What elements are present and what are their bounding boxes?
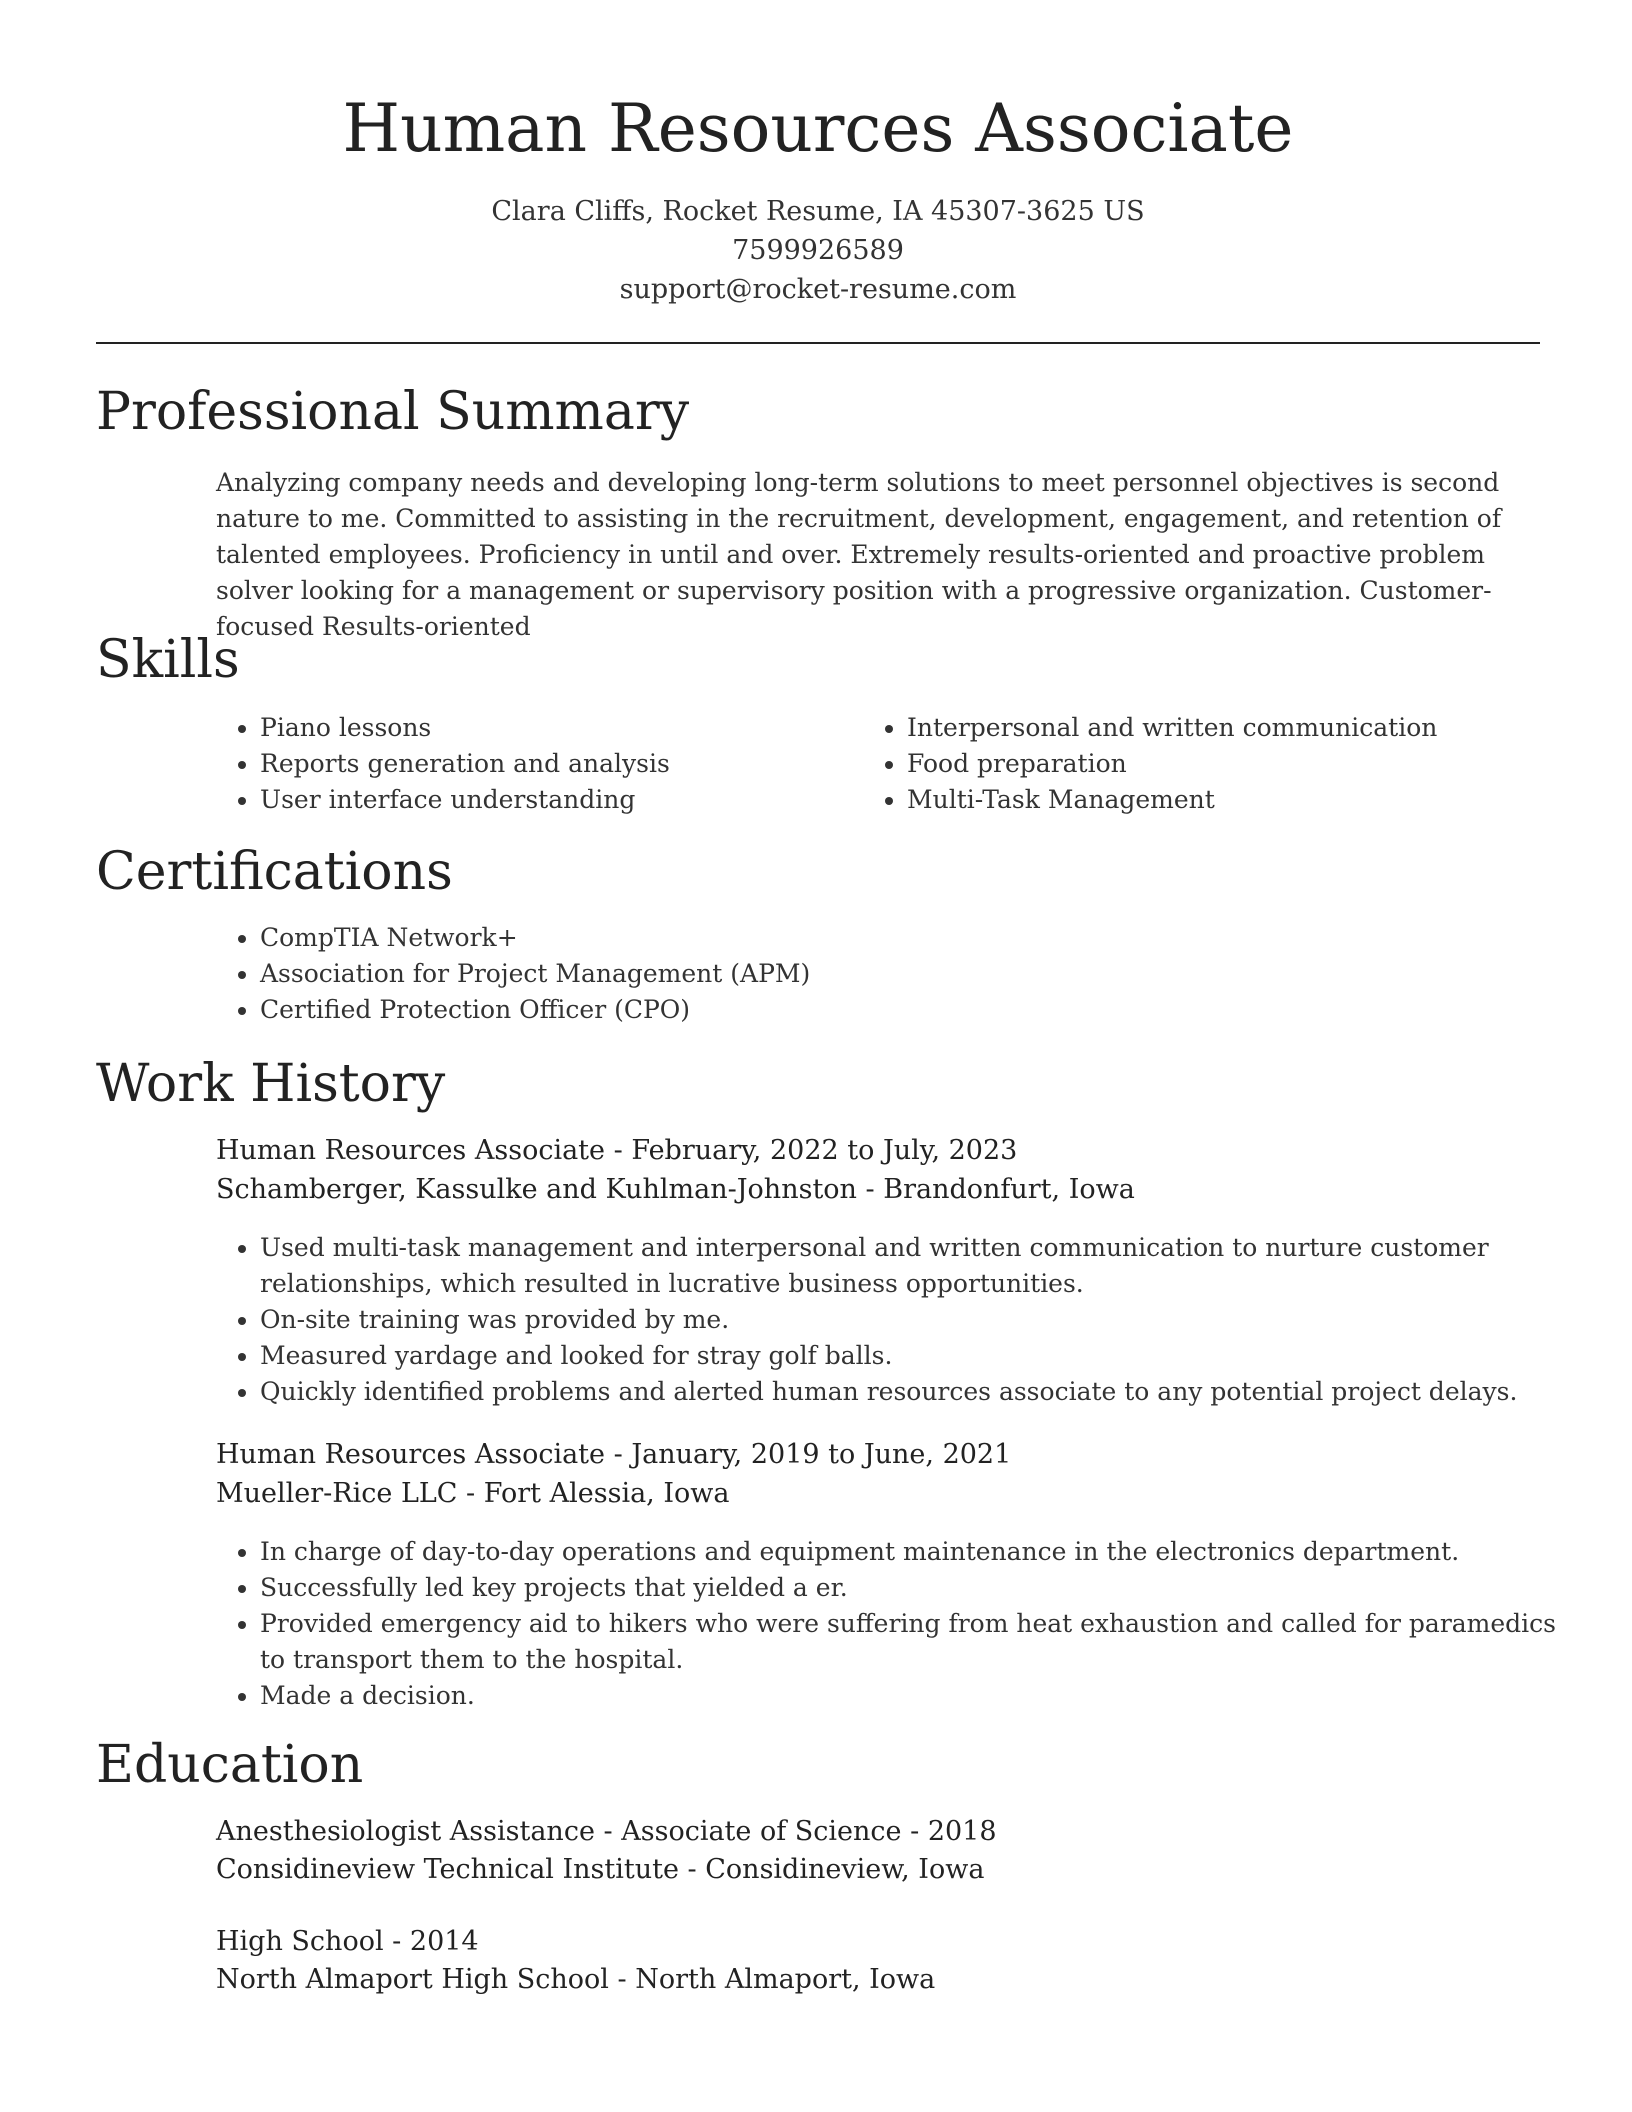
- contact-phone: 7599926589: [732, 235, 904, 266]
- education-degree-line: Anesthesiologist Assistance - Associate of Science - 2018: [216, 1816, 997, 1847]
- job-company: Mueller-Rice LLC: [216, 1478, 458, 1509]
- job-title-line: Human Resources Associate - February, 2022 to July, 2023: [216, 1135, 1018, 1166]
- education-year: 2018: [927, 1816, 997, 1847]
- job-bullet: • On-site training was provided by me.: [260, 1302, 1570, 1338]
- education-year: 2014: [409, 1926, 479, 1957]
- certifications-list: [216, 920, 1460, 1028]
- education-school: Considineview Technical Institute: [216, 1854, 679, 1885]
- skill-item: • Reports generation and analysis: [260, 746, 860, 782]
- contact-email: support@rocket-resume.com: [619, 274, 1017, 305]
- job-bullet: • Provided emergency aid to hikers who were suffering from heat exhaustion and called for paramedics to transport them to the hospital.: [260, 1606, 1570, 1678]
- job-dates: February, 2022 to July, 2023: [631, 1135, 1018, 1166]
- skill-item: • Food preparation: [907, 746, 1567, 782]
- education-school-line: North Almaport High School - North Almaport, Iowa: [216, 1964, 936, 1995]
- job-title-line: Human Resources Associate - January, 2019 to June, 2021: [216, 1439, 1012, 1470]
- job-dates: January, 2019 to June, 2021: [631, 1439, 1012, 1470]
- skill-item: • User interface understanding: [260, 782, 860, 818]
- skill-item: • Multi-Task Management: [907, 782, 1567, 818]
- education-location: North Almaport, Iowa: [635, 1964, 936, 1995]
- skills-list-left: [216, 710, 860, 818]
- education-school-line: Considineview Technical Institute - Considineview, Iowa: [216, 1854, 985, 1885]
- job-location: Brandonfurt, Iowa: [883, 1174, 1135, 1205]
- contact-block: [96, 192, 1540, 309]
- education-school: North Almaport High School: [216, 1964, 609, 1995]
- job-location: Fort Alessia, Iowa: [483, 1478, 730, 1509]
- header-divider: [96, 342, 1540, 344]
- education-heading: Education: [96, 1735, 364, 1795]
- skills-heading: Skills: [96, 630, 240, 690]
- skill-item: • Interpersonal and written communication: [907, 710, 1567, 746]
- resume-name: Human Resources Associate: [342, 90, 1294, 167]
- education-field: High School: [216, 1926, 384, 1957]
- contact-address: Clara Cliffs, Rocket Resume, IA 45307-3625 US: [491, 196, 1145, 227]
- job-role: Human Resources Associate: [216, 1439, 606, 1470]
- certification-item: • Certified Protection Officer (CPO): [260, 992, 1460, 1028]
- job-bullet: • Successfully led key projects that yielded a er.: [260, 1570, 1570, 1606]
- job-company-line: Mueller-Rice LLC - Fort Alessia, Iowa: [216, 1478, 730, 1509]
- job-company-line: Schamberger, Kassulke and Kuhlman-Johnston - Brandonfurt, Iowa: [216, 1174, 1135, 1205]
- summary-heading: Professional Summary: [96, 382, 690, 442]
- job-bullet: • Measured yardage and looked for stray golf balls.: [260, 1338, 1570, 1374]
- education-location: Considineview, Iowa: [705, 1854, 985, 1885]
- job-role: Human Resources Associate: [216, 1135, 606, 1166]
- work-history-heading: Work History: [96, 1054, 446, 1114]
- job-bullet: • Made a decision.: [260, 1678, 1570, 1714]
- job-bullet: • Quickly identified problems and alerted human resources associate to any potential project delays.: [260, 1374, 1570, 1410]
- job-bullets: [216, 1230, 1570, 1410]
- job-bullet: • In charge of day-to-day operations and equipment maintenance in the electronics department.: [260, 1534, 1570, 1570]
- job-bullet: • Used multi-task management and interpersonal and written communication to nurture customer relationships, which resulted in lucrative business opportunities.: [260, 1230, 1570, 1302]
- certification-item: • CompTIA Network+: [260, 920, 1460, 956]
- summary-text: Analyzing company needs and developing long-term solutions to meet personnel objectives is second nature to me. Committed to assisting in the recruitment, development, engagement, and retention of talented employees. Proficiency in until and over. Extremely results-oriented and proactive problem solver looking for a management or supervisory position with a progressive organization. Customer-focused Results-oriented: [216, 468, 1502, 641]
- education-field: Anesthesiologist Assistance: [216, 1816, 595, 1847]
- job-bullets: [216, 1534, 1570, 1714]
- certifications-heading: Certifications: [96, 842, 453, 902]
- education-degree-line: High School - 2014: [216, 1926, 479, 1957]
- job-company: Schamberger, Kassulke and Kuhlman-Johnston: [216, 1174, 857, 1205]
- education-degree: Associate of Science: [621, 1816, 902, 1847]
- skills-list-right: [863, 710, 1567, 818]
- skill-item: • Piano lessons: [260, 710, 860, 746]
- certification-item: • Association for Project Management (APM): [260, 956, 1460, 992]
